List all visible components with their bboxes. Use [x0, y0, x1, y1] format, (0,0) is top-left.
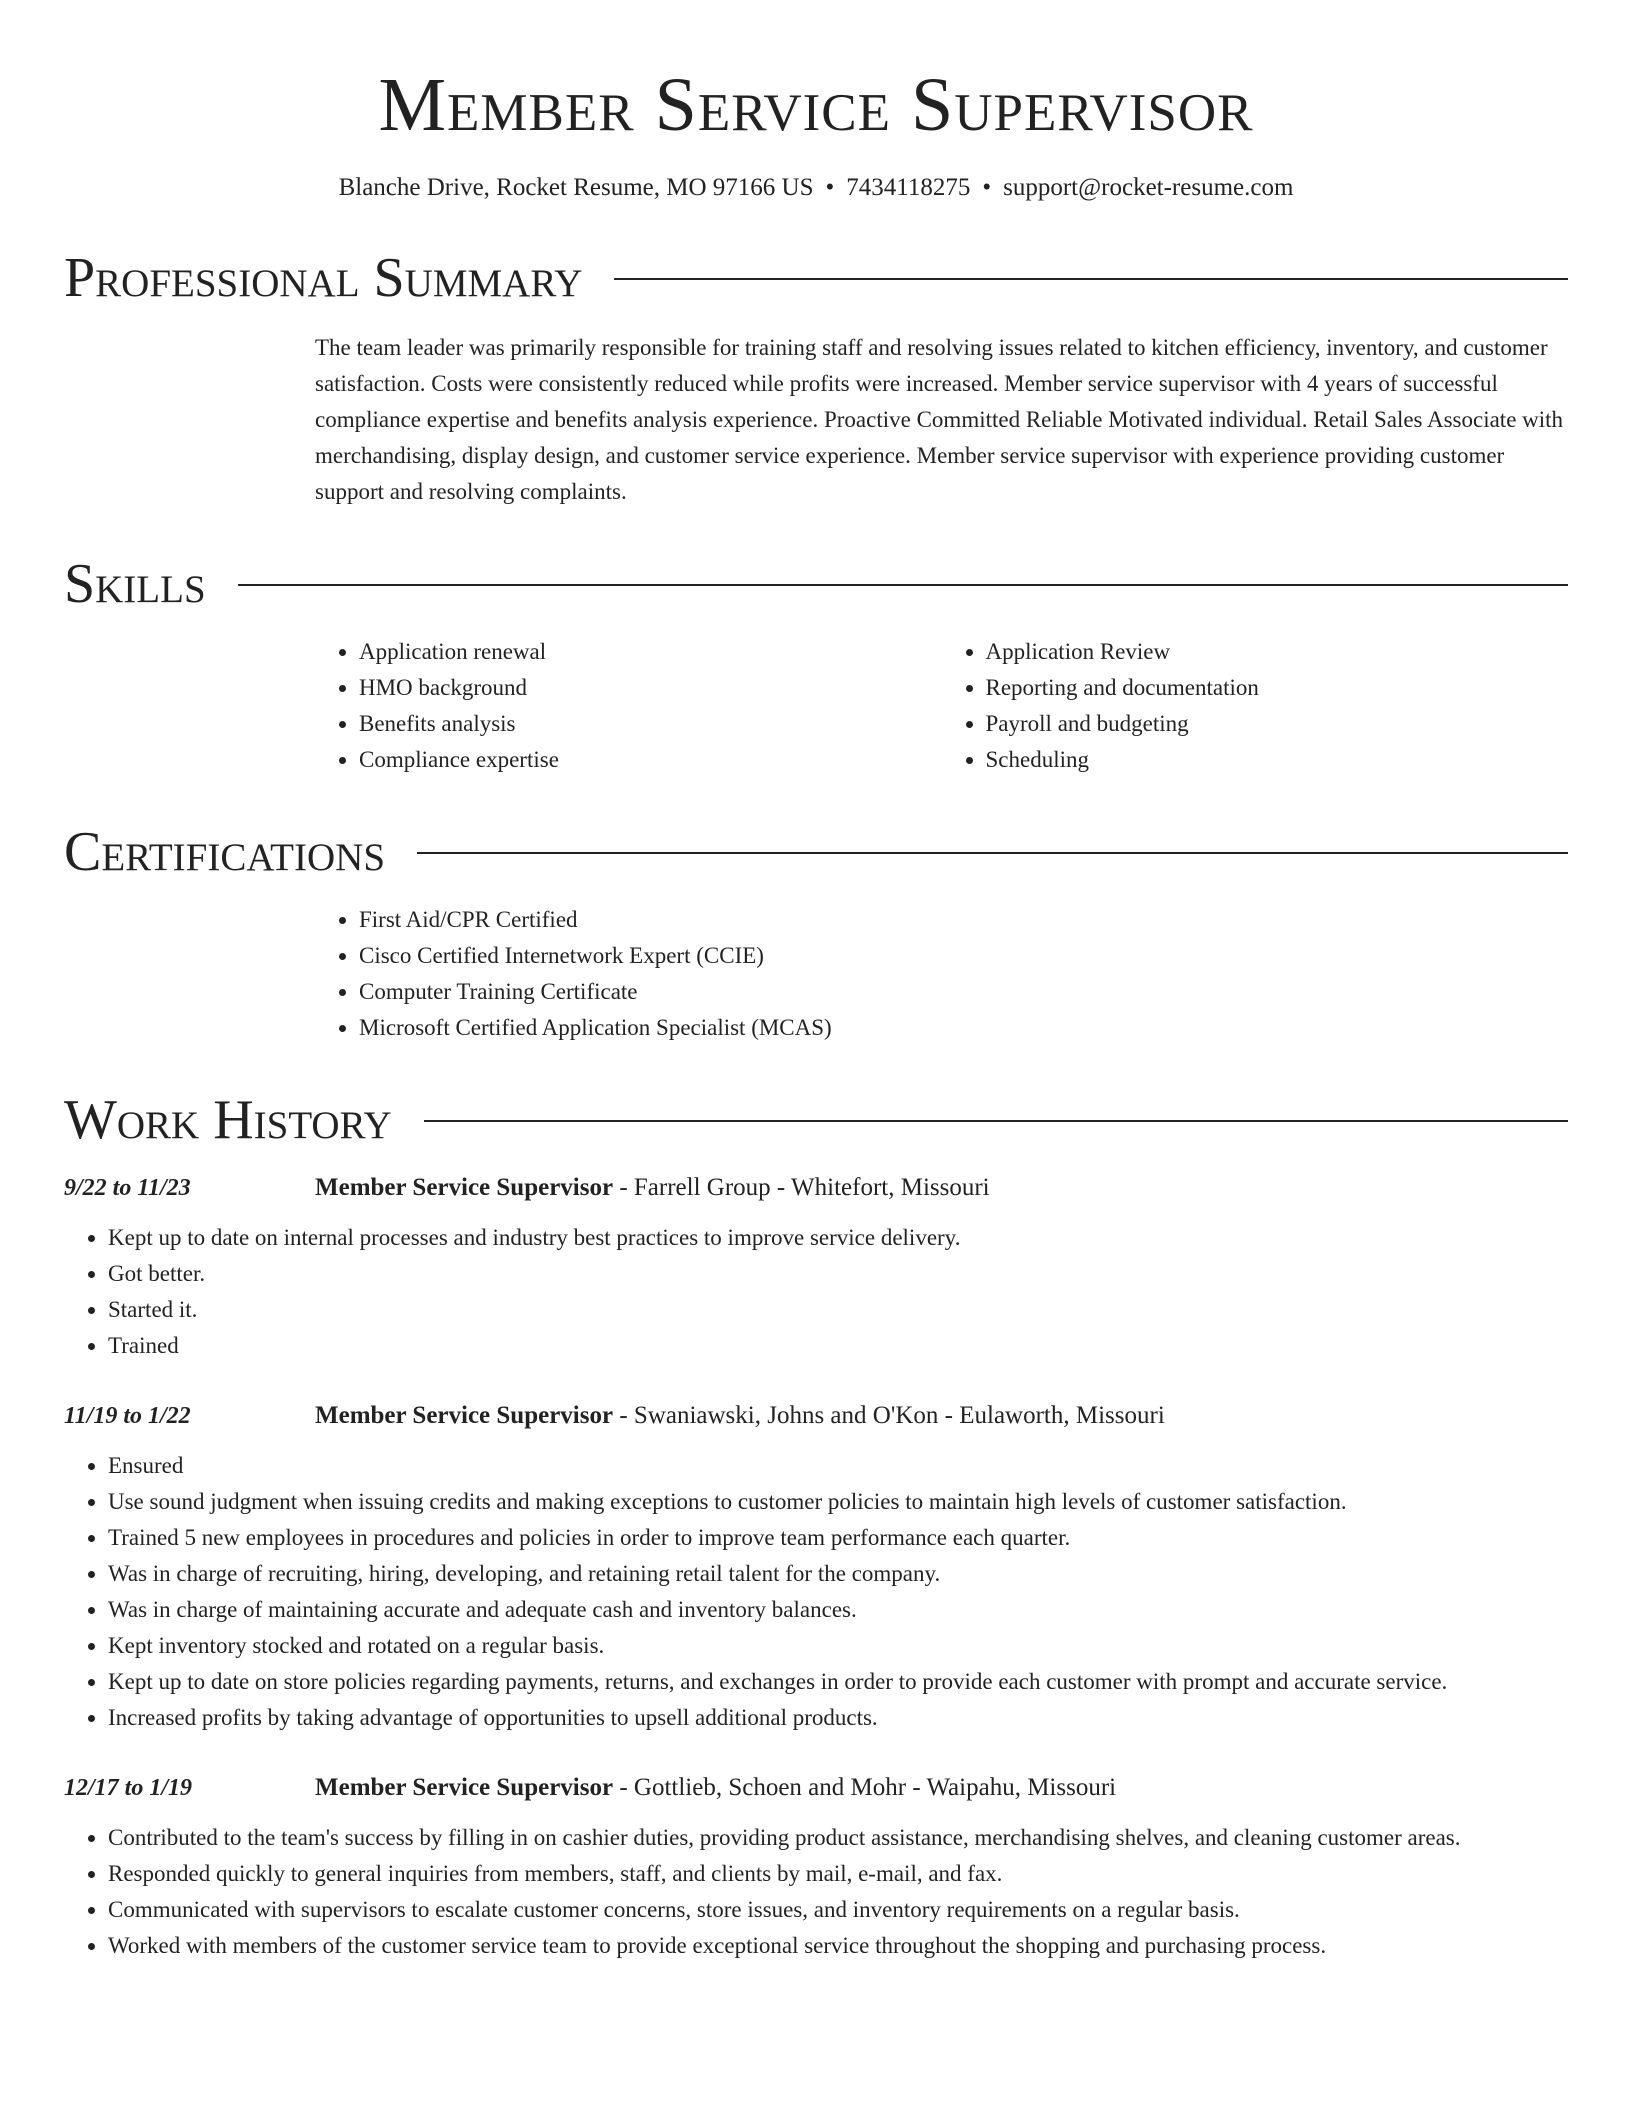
job-bullet: • Got better. — [108, 1256, 1568, 1292]
job-company: - Gottlieb, Schoen and Mohr - Waipahu, Missouri — [613, 1774, 1117, 1801]
job-title-line — [315, 1170, 990, 1206]
job-entry — [64, 1770, 1568, 1964]
summary-heading: Professional Summary — [64, 247, 583, 309]
job-company: - Swaniawski, Johns and O'Kon - Eulaworth, Missouri — [613, 1402, 1165, 1429]
skills-list-left — [315, 634, 942, 778]
contact-line — [64, 172, 1568, 204]
certification-item: • Microsoft Certified Application Specialist (MCAS) — [359, 1010, 1568, 1046]
job-bullet: • Was in charge of maintaining accurate and adequate cash and inventory balances. — [108, 1592, 1568, 1628]
certifications-heading: Certifications — [64, 821, 386, 883]
job-bullet: • Ensured — [108, 1448, 1568, 1484]
skill-item: • Reporting and documentation — [986, 670, 1569, 706]
resume-name: Member Service Supervisor — [378, 63, 1254, 147]
job-bullet: • Communicated with supervisors to escalate customer concerns, store issues, and inventory requirements on a regular basis. — [108, 1892, 1568, 1928]
certification-item: • Computer Training Certificate — [359, 974, 1568, 1010]
skills-heading: Skills — [64, 553, 206, 615]
job-bullets — [64, 1448, 1568, 1736]
work-heading: Work History — [64, 1089, 392, 1151]
work-section-header — [64, 1090, 1568, 1150]
job-header — [64, 1170, 1568, 1206]
job-title: Member Service Supervisor — [315, 1174, 614, 1201]
contact-address: Blanche Drive, Rocket Resume, MO 97166 US — [338, 174, 814, 201]
summary-section-header — [64, 248, 1568, 308]
section-divider — [614, 278, 1568, 280]
job-bullets — [64, 1820, 1568, 1964]
job-header — [64, 1398, 1568, 1434]
job-dates: 12/17 to 1/19 — [64, 1775, 193, 1801]
contact-separator: • — [982, 174, 992, 201]
certification-item: • First Aid/CPR Certified — [359, 902, 1568, 938]
skill-item: • Scheduling — [986, 742, 1569, 778]
job-bullet: • Kept up to date on store policies regarding payments, returns, and exchanges in order to provide each customer with prompt and accurate service. — [108, 1664, 1568, 1700]
job-dates: 11/19 to 1/22 — [64, 1403, 191, 1429]
job-bullet: • Contributed to the team's success by filling in on cashier duties, providing product assistance, merchandising shelves, and cleaning customer areas. — [108, 1820, 1568, 1856]
job-title-line — [315, 1398, 1165, 1434]
summary-text: The team leader was primarily responsible for training staff and resolving issues related to kitchen efficiency, inventory, and customer satisfaction. Costs were consistently reduced while profits were increased. Member service supervisor with 4 years of successful compliance expertise and benefits analysis experience. Proactive Committed Reliable Motivated individual. Retail Sales Associate with merchandising, display design, and customer service experience. Member service supervisor with experience providing customer support and resolving complaints. — [315, 335, 1564, 504]
job-bullet: • Worked with members of the customer service team to provide exceptional service throughout the shopping and purchasing process. — [108, 1928, 1568, 1964]
section-divider — [424, 1120, 1568, 1122]
contact-phone: 7434118275 — [846, 174, 971, 201]
job-dates: 9/22 to 11/23 — [64, 1175, 191, 1201]
skill-item: • Application Review — [986, 634, 1569, 670]
contact-email: support@rocket-resume.com — [1003, 174, 1294, 201]
job-title: Member Service Supervisor — [315, 1402, 614, 1429]
skills-list-right — [942, 634, 1569, 778]
job-title: Member Service Supervisor — [315, 1774, 614, 1801]
job-bullet: • Trained 5 new employees in procedures and policies in order to improve team performance each quarter. — [108, 1520, 1568, 1556]
job-bullet: • Kept inventory stocked and rotated on a regular basis. — [108, 1628, 1568, 1664]
section-divider — [238, 584, 1568, 586]
skill-item: • Application renewal — [359, 634, 942, 670]
skill-item: • HMO background — [359, 670, 942, 706]
certifications-section-header — [64, 822, 1568, 882]
job-bullet: • Responded quickly to general inquiries from members, staff, and clients by mail, e-mail, and fax. — [108, 1856, 1568, 1892]
job-bullet: • Kept up to date on internal processes and industry best practices to improve service delivery. — [108, 1220, 1568, 1256]
job-entry — [64, 1398, 1568, 1736]
job-entry — [64, 1170, 1568, 1364]
skill-item: • Compliance expertise — [359, 742, 942, 778]
job-bullets — [64, 1220, 1568, 1364]
skill-item: • Payroll and budgeting — [986, 706, 1569, 742]
skills-grid — [315, 634, 1568, 778]
certifications-block — [315, 902, 1568, 1046]
section-divider — [417, 852, 1568, 854]
job-bullet: • Trained — [108, 1328, 1568, 1364]
certification-item: • Cisco Certified Internetwork Expert (CCIE) — [359, 938, 1568, 974]
job-bullet: • Increased profits by taking advantage of opportunities to upsell additional products. — [108, 1700, 1568, 1736]
job-bullet: • Started it. — [108, 1292, 1568, 1328]
job-bullet: • Was in charge of recruiting, hiring, developing, and retaining retail talent for the company. — [108, 1556, 1568, 1592]
resume-page — [64, 0, 1568, 1964]
job-title-line — [315, 1770, 1116, 1806]
skill-item: • Benefits analysis — [359, 706, 942, 742]
job-bullet: • Use sound judgment when issuing credits and making exceptions to customer policies to maintain high levels of customer satisfaction. — [108, 1484, 1568, 1520]
skills-section-header — [64, 554, 1568, 614]
contact-separator: • — [825, 174, 835, 201]
job-company: - Farrell Group - Whitefort, Missouri — [613, 1174, 990, 1201]
job-header — [64, 1770, 1568, 1806]
certifications-list — [315, 902, 1568, 1046]
